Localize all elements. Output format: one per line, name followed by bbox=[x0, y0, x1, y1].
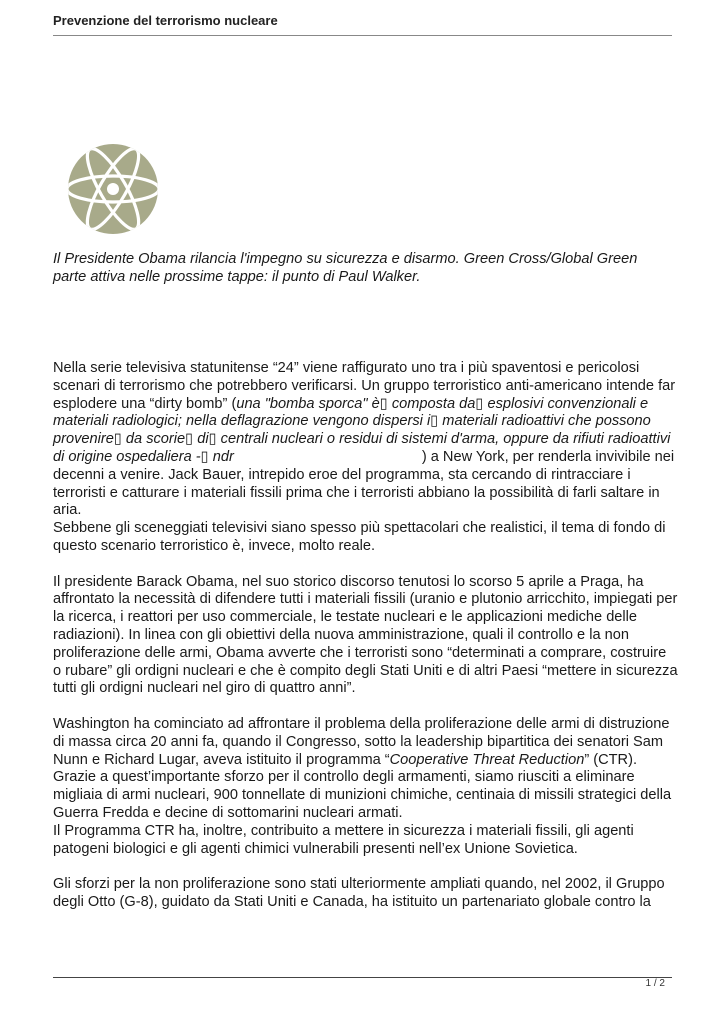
atom-icon bbox=[66, 142, 160, 236]
italic-note: una "bomba sporca" è▯ composta da▯ esplosivi convenzionali e materiali radiologici; nella deflagrazione vengono dispersi i▯ materiali radioattivi che possono provenire▯ da scorie▯ di▯ centrali nucleari o residui di sistemi d'arma, oppure da rifiuti radioattivi di origine ospedaliera -▯ ndr bbox=[53, 395, 671, 465]
paragraph: Il Programma CTR ha, inoltre, contribuito a mettere in sicurezza i materiali fissili, gli agenti patogeni biologici e gli agenti chimici vulnerabili presenti nell’ex Unione Sovietica. bbox=[53, 822, 634, 857]
paragraph: Gli sforzi per la non proliferazione sono stati ulteriormente ampliati quando, nel 2002, il Gruppo degli Otto (G-8), guidato da Stati Uniti e Canada, ha istituito un partenariato globale contro la bbox=[53, 876, 665, 910]
page-number: 1 / 2 bbox=[645, 978, 665, 989]
document-title: Prevenzione del terrorismo nucleare bbox=[53, 13, 278, 28]
paragraph: Sebbene gli sceneggiati televisivi siano spesso più spettacolari che realistici, il tema di fondo di questo scenario terroristico è, invece, molto reale. bbox=[53, 520, 666, 554]
article-lead: Il Presidente Obama rilancia l'impegno su sicurezza e disarmo. Green Cross/Global Green parte attiva nelle prossime tappe: il punto di Paul Walker. bbox=[53, 251, 638, 285]
paragraph: Washington ha cominciato ad affrontare il problema della proliferazione delle armi di distruzione di massa circa 20 anni fa, quando il Congresso, sotto la leadership bipartitica dei senatori Sam Nunn e Richard Lugar, aveva istituito il programma “Cooperative Threat Reduction” (CTR). Grazie a quest’importante sforzo per il controllo degli armamenti, siamo riusciti a eliminare migliaia di armi nucleari, 900 tonnellate di munizioni chimiche, centinaia di missili strategici della Guerra Fredda e decine di sottomarini nucleari armati. bbox=[53, 715, 672, 821]
article-body bbox=[53, 360, 678, 930]
paragraph: Il presidente Barack Obama, nel suo storico discorso tenutosi lo scorso 5 aprile a Praga, ha affrontato la necessità di difendere tutti i materiali fissili (uranio e plutonio arricchito, impiegati per la ricerca, i reattori per uso commerciale, le testate nucleari e le applicazioni mediche delle radiazioni). In linea con gli obiettivi della nuova amministrazione, quali il controllo e la non proliferazione delle armi, Obama avverte che i terroristi sono “determinati a comprare, costruire o rubare” gli ordigni nucleari e che è compito degli Stati Uniti e di altri Paesi “mettere in sicurezza tutti gli ordigni nucleari nel giro di quattro anni”. bbox=[53, 573, 678, 697]
footer-divider bbox=[53, 977, 672, 978]
paragraph: Nella serie televisiva statunitense “24” viene raffigurato uno tra i più spaventosi e pericolosi scenari di terrorismo che potrebbero verificarsi. Un gruppo terroristico anti-americano intende far esplodere una “dirty bomb” (una "bomba sporca" è▯ composta da▯ esplosivi convenzionali e materiali radiologici; nella deflagrazione vengono dispersi i▯ materiali radioattivi che possono provenire▯ da scorie▯ di▯ centrali nucleari o residui di sistemi d'arma, oppure da rifiuti radioattivi di origine ospedaliera -▯ ndr ) a New York, per renderla invivibile nei decenni a venire. Jack Bauer, intrepido eroe del programma, sta cercando di rintracciare i terroristi e catturare i materiali fissili prima che i terroristi abbiano la possibilità di farli saltare in aria. bbox=[53, 360, 676, 519]
program-name: Cooperative Threat Reduction bbox=[389, 751, 585, 768]
header-divider bbox=[53, 35, 672, 36]
